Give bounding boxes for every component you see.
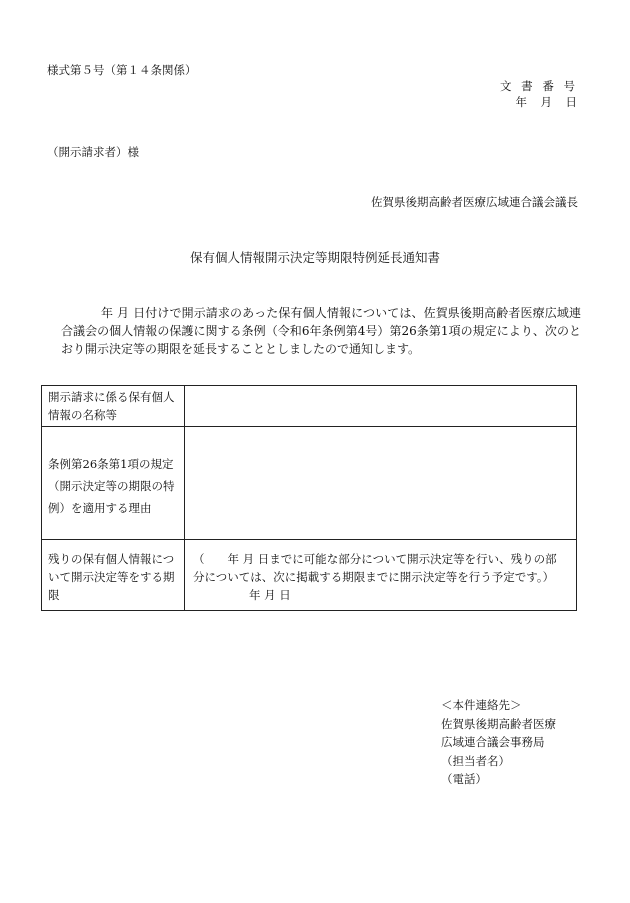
recipient: （開示請求者）様: [47, 145, 139, 159]
contact-block: [441, 696, 556, 789]
deadline-date: 年 月 日: [249, 588, 291, 602]
document-number: 文 書 番 号: [500, 79, 578, 93]
document-title: 保有個人情報開示決定等期限特例延長通知書: [189, 250, 440, 265]
row-value-deadline: [185, 540, 577, 611]
contact-heading: ＜本件連絡先＞: [441, 698, 522, 712]
table-row-reason: [42, 427, 577, 540]
contact-person: （担当者名）: [441, 753, 510, 768]
table-row-deadline: [42, 540, 577, 611]
row-label-reason: 条例第26条第1項の規定（開示決定等の期限の特例）を適用する理由: [42, 427, 185, 540]
contact-org-line2: 広域連合議会事務局: [441, 735, 545, 749]
info-table: [41, 385, 577, 611]
form-number: 様式第５号（第１４条関係）: [47, 63, 197, 77]
contact-org-line1: 佐賀県後期高齢者医療: [441, 716, 556, 731]
body-paragraph: 年 月 日付けで開示請求のあった保有個人情報については、佐賀県後期高齢者医療広域連合議会の個人情報の保護に関する条例（令和6年条例第4号）第26条第1項の規定により、次のとおり開示決定等の期限を延長することとしましたので通知します。: [61, 306, 581, 356]
table-row-info-name: [42, 386, 577, 427]
contact-phone: （電話）: [441, 772, 487, 786]
row-value-reason: [185, 427, 577, 540]
row-label-info-name: 開示請求に係る保有個人情報の名称等: [42, 386, 185, 427]
row-value-info-name: [185, 386, 577, 427]
sender: 佐賀県後期高齢者医療広域連合議会議長: [371, 195, 578, 209]
deadline-text: （ 年 月 日までに可能な部分について開示決定等を行い、残りの部分については、次に掲載する期限までに開示決定等を行う予定です。）: [193, 552, 557, 584]
document-date: 年 月 日: [515, 95, 578, 109]
row-label-deadline: 残りの保有個人情報について開示決定等をする期限: [42, 540, 185, 611]
